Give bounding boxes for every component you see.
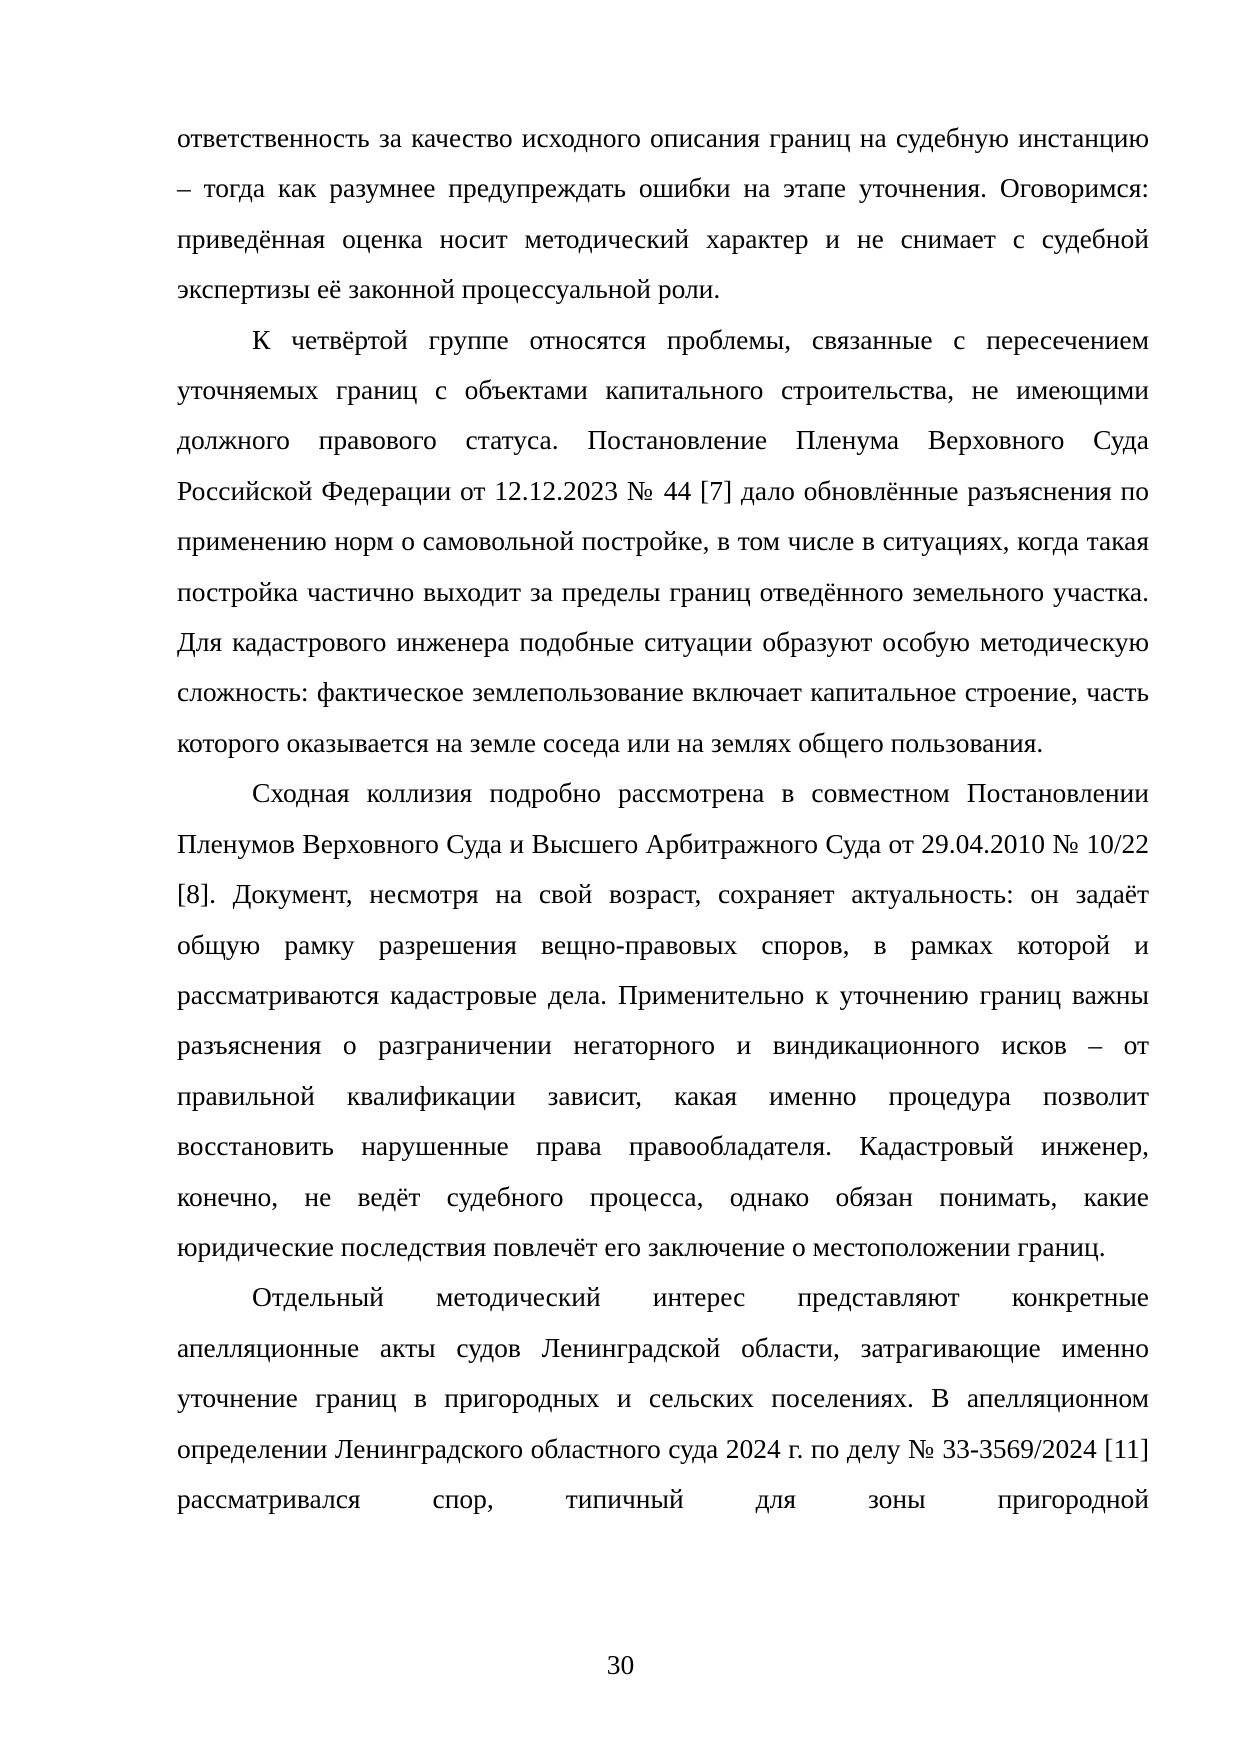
paragraph-2: К четвёртой группе относятся проблемы, связанные с пересечением уточняемых границ с объектами капитального строительства, не имеющими должного правового статуса. Постановление Пленума Верховного Суда Российской Федерации от 12.12.2023 № 44 [7] дало обновлённые разъяснения по применению норм о самовольной постройке, в том числе в ситуациях, когда такая постройка частично выходит за пределы границ отведённого земельного участка. Для кадастрового инженера подобные ситуации образуют особую методическую сложность: фактическое землепользование включает капитальное строение, часть которого оказывается на земле соседа или на землях общего пользования. [177,323,1149,758]
paragraph-1: ответственность за качество исходного описания границ на судебную инстанцию – тогда как разумнее предупреждать ошибки на этапе уточнения. Оговоримся: приведённая оценка носит методический характер и не снимает с судебной экспертизы её законной процессуальной роли. [177,122,1149,305]
paragraph-3: Сходная коллизия подробно рассмотрена в совместном Постановлении Пленумов Верховного Суда и Высшего Арбитражного Суда от 29.04.2010 № 10/22 [8]. Документ, несмотря на свой возраст, сохраняет актуальность: он задаёт общую рамку разрешения вещно-правовых споров, в рамках которой и рассматриваются кадастровые дела. Применительно к уточнению границ важны разъяснения о разграничении негаторного и виндикационного исков – от правильной квалификации зависит, какая именно процедура позволит восстановить нарушенные права правообладателя. Кадастровый инженер, конечно, не ведёт судебного процесса, однако обязан понимать, какие юридические последствия повлечёт его заключение о местоположении границ. [177,777,1149,1262]
page-number: 30 [606,1649,635,1680]
page-body [177,113,1149,1524]
paragraph-4: Отдельный методический интерес представляют конкретные апелляционные акты судов Ленинградской области, затрагивающие именно уточнение границ в пригородных и сельских поселениях. В апелляционном определении Ленинградского областного суда 2024 г. по делу № 33-3569/2024 [11] рассматривался спор, типичный для зоны пригородной [177,1281,1149,1514]
